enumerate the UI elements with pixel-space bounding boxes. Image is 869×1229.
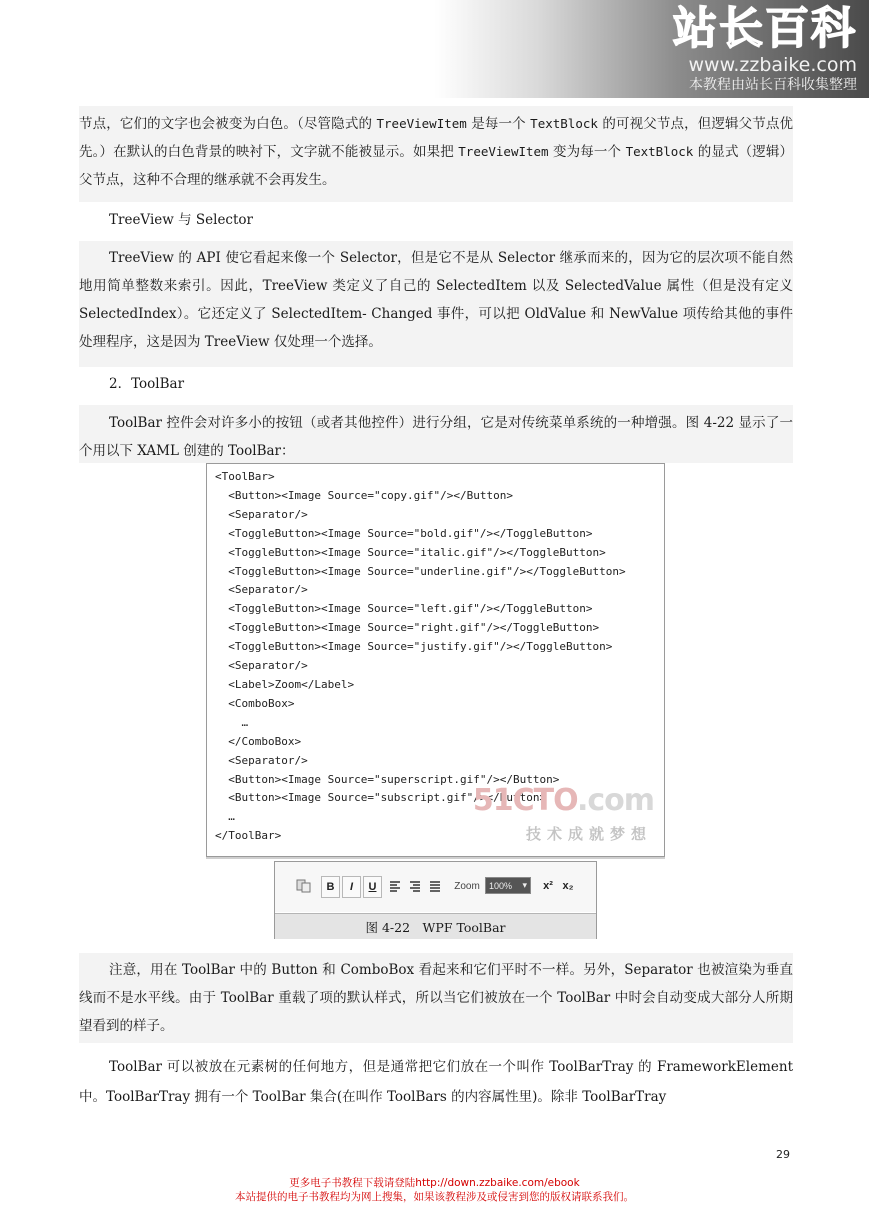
code-text: <ToolBar> <Button><Image Source="copy.gif"/></Button> <Separator/> <ToggleButton><Image Source="bold.gif"/></ToggleButton> <ToggleButton><Image Source="italic.gif"/></ToggleButton> <ToggleButton><Image Source="underline.gif"/></ToggleButton> <Separator/> <ToggleButton><Image Source="left.gif"/></ToggleButton> <ToggleButton><Image Source="right.gif"/></ToggleButton> <ToggleButton><Image Source="justify.gif"/></ToggleButton> <Separator/> <Label>Zoom</Label> <ComboBox> … </ComboBox> <Separator/> <Button><Image Source="superscript.gif"/></Button> <Button><Image Source="subscript.gif"/></Button> … </ToolBar> bbox=[215, 470, 626, 843]
align-left-icon[interactable] bbox=[387, 876, 403, 896]
logo-subtitle: 本教程由站长百科收集整理 bbox=[689, 77, 857, 93]
header-banner bbox=[0, 0, 869, 98]
paragraph-6: 注意，用在 ToolBar 中的 Button 和 ComboBox 看起来和它们平时不一样。另外，Separator 也被渲染为垂直线而不是水平线。由于 ToolBar 重载了项的默认样式，所以当它们被放在一个 ToolBar 中时会自动变成大部分人所期望看到的样子。 bbox=[79, 962, 793, 1034]
site-logo[interactable] bbox=[673, 4, 857, 94]
chevron-down-icon: ▾ bbox=[522, 880, 527, 890]
zoom-label: Zoom bbox=[454, 880, 480, 892]
subscript-button[interactable]: x₂ bbox=[562, 880, 574, 892]
code-listing bbox=[206, 463, 665, 857]
superscript-button[interactable]: x² bbox=[543, 880, 553, 892]
paragraph-7: ToolBar 可以被放在元素树的任何地方，但是通常把它们放在一个叫作 ToolBarTray 的 FrameworkElement 中。ToolBarTray 拥有一个 ToolBar 集合(在叫作 ToolBars 的内容属性里)。除非 ToolBarTray bbox=[79, 1059, 793, 1105]
footer-copyright-notice: 本站提供的电子书教程均为网上搜集，如果该教程涉及或侵害到您的版权请联系我们。 bbox=[235, 1191, 634, 1203]
footer-download-link[interactable]: 更多电子书教程下载请登陆http://down.zzbaike.com/ebook bbox=[289, 1177, 580, 1189]
paragraph-3: TreeView 的 API 使它看起来像一个 Selector，但是它不是从 Selector 继承而来的，因为它的层次项不能自然地用简单整数来索引。因此，TreeView 类定义了自己的 SelectedItem 以及 SelectedValue 属性（但是没有定义 SelectedIndex）。它还定义了 SelectedItem- Changed 事件，可以把 OldValue 和 NewValue 项传给其他的事件处理程序，这是因为 TreeView 仅处理一个选择。 bbox=[79, 250, 793, 350]
toolbar-screenshot bbox=[275, 862, 596, 912]
paragraph-5: ToolBar 控件会对许多小的按钮（或者其他控件）进行分组，它是对传统菜单系统的一种增强。图 4-22 显示了一个用以下 XAML 创建的 ToolBar： bbox=[79, 415, 793, 459]
zoom-combobox[interactable] bbox=[485, 877, 531, 894]
italic-button[interactable]: I bbox=[342, 876, 361, 898]
bold-button[interactable]: B bbox=[321, 876, 340, 898]
align-right-icon[interactable] bbox=[407, 876, 423, 896]
paragraph-1: 节点，它们的文字也会被变为白色。（尽管隐式的 TreeViewItem 是每一个 TextBlock 的可视父节点，但逻辑父节点优先。）在默认的白色背景的映衬下，文字就不能被显示。如果把 TreeViewItem 变为每一个 TextBlock 的显式（逻辑）父节点，这种不合理的继承就不会再发生。 bbox=[79, 116, 793, 188]
page-number: 29 bbox=[776, 1148, 790, 1161]
watermark-brand: 51CTO.com bbox=[472, 783, 654, 818]
section-heading-toolbar: 2．ToolBar bbox=[109, 376, 185, 392]
watermark-slogan: 技术成就梦想 bbox=[525, 825, 652, 843]
underline-button[interactable]: U bbox=[363, 876, 382, 898]
copy-icon[interactable] bbox=[295, 876, 313, 896]
logo-mark: 站长百科 bbox=[673, 3, 857, 54]
subheading-treeview-selector: TreeView 与 Selector bbox=[109, 212, 254, 228]
zoom-value: 100% bbox=[489, 880, 513, 891]
logo-url: www.zzbaike.com bbox=[688, 54, 857, 76]
justify-icon[interactable] bbox=[427, 876, 443, 896]
toolbar-figure bbox=[274, 861, 597, 939]
figure-caption: 图 4-22 WPF ToolBar bbox=[275, 913, 596, 939]
